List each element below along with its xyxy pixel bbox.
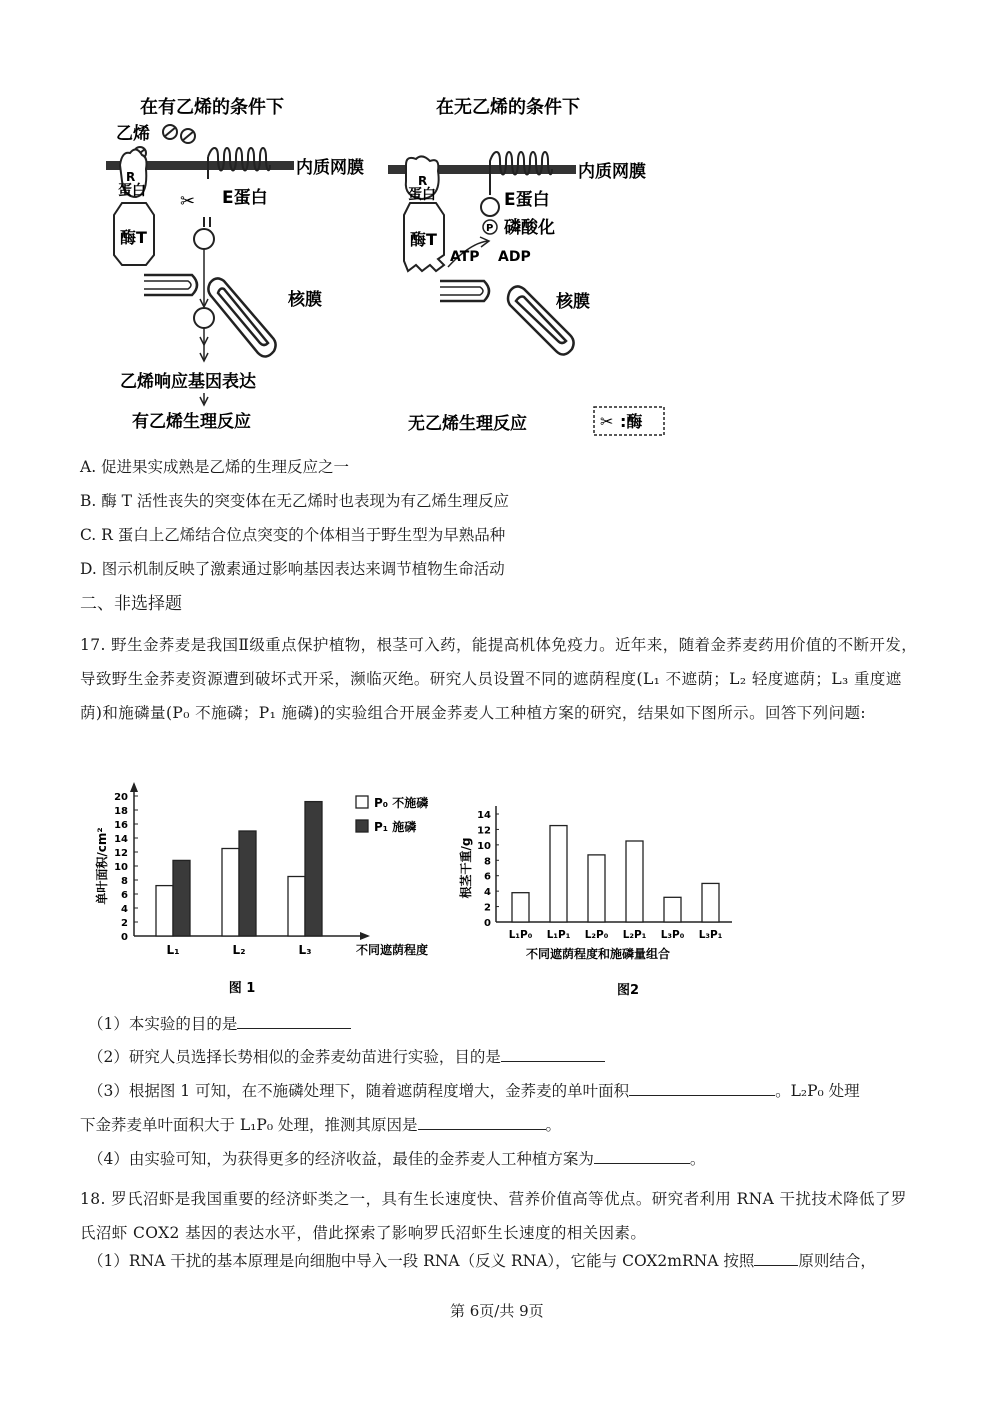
y-tick-label: 12 xyxy=(477,825,491,837)
legend-label: P₀ 不施磷 xyxy=(374,796,428,810)
legend-label: :酶 xyxy=(620,412,643,431)
q17-sub2-blank[interactable] xyxy=(501,1046,605,1062)
y-tick-label: 0 xyxy=(121,932,128,943)
bar xyxy=(173,860,190,936)
page-footer: 第 6页/共 9页 xyxy=(450,1302,544,1320)
y-tick-label: 14 xyxy=(114,834,128,845)
y-tick-label: 8 xyxy=(484,856,491,868)
er-membrane-right-label: 内质网膜 xyxy=(578,162,646,182)
atp-label: ATP xyxy=(450,249,480,265)
q17-sub4 xyxy=(88,1148,705,1170)
result-left-label: 有乙烯生理反应 xyxy=(132,412,251,432)
y-axis-arrow xyxy=(130,782,138,792)
result-right-label: 无乙烯生理反应 xyxy=(408,414,527,434)
y-tick-label: 0 xyxy=(484,918,491,929)
bar xyxy=(222,849,239,937)
q17-sub3-blank-b[interactable] xyxy=(418,1114,546,1130)
x-axis-label: 不同遮荫程度 xyxy=(356,943,428,957)
bar xyxy=(702,883,719,922)
enzyme-t-left-label: 酶T xyxy=(120,228,147,247)
bar xyxy=(664,897,681,922)
y-tick-label: 20 xyxy=(114,792,128,803)
nuclear-pore-left xyxy=(144,275,197,295)
nuclear-membrane-left xyxy=(208,278,275,356)
y-tick-label: 16 xyxy=(114,820,128,831)
y-tick-label: 4 xyxy=(484,887,491,899)
r-protein-left-label: 蛋白 xyxy=(118,183,146,199)
q17-sub4-end: 。 xyxy=(689,1150,706,1168)
y-tick-label: 14 xyxy=(477,810,491,821)
q18-sub1 xyxy=(88,1250,876,1272)
x-axis-label: 不同遮荫程度和施磷量组合 xyxy=(525,947,671,961)
r-protein-right-label: 蛋白 xyxy=(408,187,436,203)
chart-title: 图2 xyxy=(616,983,640,996)
y-tick-label: 6 xyxy=(484,871,491,883)
q17-sub1-text: （1）本实验的目的是 xyxy=(88,1015,238,1033)
bar xyxy=(588,855,605,922)
q17-sub4-text: （4）由实验可知，为获得更多的经济收益，最佳的金荞麦人工种植方案为 xyxy=(88,1150,594,1168)
er-membrane-left-label: 内质网膜 xyxy=(296,158,364,178)
q17-sub3-line2 xyxy=(80,1114,561,1136)
option-b: B. 酶 T 活性丧失的突变体在无乙烯时也表现为有乙烯生理反应 xyxy=(80,492,509,510)
q17-sub3-text-a: （3）根据图 1 可知，在不施磷处理下，随着遮荫程度增大，金荞麦的单叶面积 xyxy=(88,1082,630,1100)
q17-sub2-text: （2）研究人员选择长势相似的金荞麦幼苗进行实验，目的是 xyxy=(88,1048,501,1066)
x-tick-label: L₃P₀ xyxy=(660,929,685,941)
x-tick-label: L₁P₁ xyxy=(546,929,571,941)
y-tick-label: 10 xyxy=(477,840,491,852)
q18-sub1-blank[interactable] xyxy=(754,1250,798,1266)
x-tick-label: L₂P₀ xyxy=(584,929,609,941)
scissors-icon: ✂ xyxy=(180,191,196,212)
y-tick-label: 12 xyxy=(114,848,128,859)
y-tick-label: 10 xyxy=(114,862,128,873)
y-axis-label: 单叶面积/cm² xyxy=(95,827,109,905)
x-tick-label: L₁P₀ xyxy=(508,929,533,941)
ethylene-signal-diagram xyxy=(100,85,680,445)
q17-sub3-line1 xyxy=(88,1080,860,1102)
bar xyxy=(550,826,567,922)
enzyme-t-right-label: 酶T xyxy=(410,230,437,249)
x-tick-label: L₁ xyxy=(166,943,180,957)
r-protein-right-r: R xyxy=(418,174,428,188)
q17-sub3-text-d: 。 xyxy=(545,1116,562,1134)
option-d: D. 图示机制反映了激素通过影响基因表达来调节植物生命活动 xyxy=(80,560,505,578)
q17-sub1-blank[interactable] xyxy=(237,1013,351,1029)
legend-label: P₁ 施磷 xyxy=(374,820,417,834)
ethylene-label: 乙烯 xyxy=(116,124,150,144)
q17-sub4-blank[interactable] xyxy=(594,1148,690,1164)
chart-figure-1 xyxy=(88,778,428,998)
x-tick-label: L₂P₁ xyxy=(622,929,647,941)
bar xyxy=(156,886,173,936)
section-title: 二、非选择题 xyxy=(80,594,182,614)
x-axis-arrow xyxy=(360,932,370,940)
bar xyxy=(288,877,305,937)
bar xyxy=(305,802,322,936)
nuclear-pore-right xyxy=(440,281,489,301)
option-a: A. 促进果实成熟是乙烯的生理反应之一 xyxy=(80,458,350,476)
phosphorylation-label: 磷酸化 xyxy=(504,218,555,238)
e-protein-left-label: E蛋白 xyxy=(222,188,268,208)
phosphate-p: P xyxy=(486,223,494,234)
q18-sub1-text-b: 原则结合， xyxy=(798,1252,876,1270)
x-tick-label: L₃P₁ xyxy=(698,929,723,941)
chart-figure-2 xyxy=(456,796,746,996)
gene-expression-label: 乙烯响应基因表达 xyxy=(120,372,256,392)
chart-title: 图 1 xyxy=(228,981,256,996)
q17-sub1 xyxy=(88,1013,351,1035)
e-protein-fragment-2 xyxy=(194,308,214,328)
nuclear-right-label: 核膜 xyxy=(556,292,590,312)
q18-intro: 18. 罗氏沼虾是我国重要的经济虾类之一，具有生长速度快、营养价值高等优点。研究者利用 RNA 干扰技术降低了罗氏沼虾 COX2 基因的表达水平，借此探索了影响罗氏沼虾生长速度的相关因素。 xyxy=(80,1190,907,1242)
y-tick-label: 6 xyxy=(121,890,128,901)
option-c: C. R 蛋白上乙烯结合位点突变的个体相当于野生型为早熟品种 xyxy=(80,526,506,544)
q17-intro: 17. 野生金荞麦是我国Ⅱ级重点保护植物，根茎可入药，能提高机体免疫力。近年来，随着金荞麦药用价值的不断开发，导致野生金荞麦资源遭到破坏式开采，濒临灭绝。研究人员设置不同的遮荫程度(L₁ 不遮荫；L₂ 轻度遮荫；L₃ 重度遮荫)和施磷量(P₀ 不施磷；P₁ 施磷)的实验组合开展金荞麦人工种植方案的研究，结果如下图所示。回答下列问题: xyxy=(80,636,918,722)
y-tick-label: 4 xyxy=(121,904,128,915)
e-protein-right-label: E蛋白 xyxy=(504,190,550,210)
adp-label: ADP xyxy=(498,249,531,265)
q17-sub3-blank-a[interactable] xyxy=(629,1080,775,1096)
legend-scissors-icon: ✂ xyxy=(600,412,614,431)
legend-swatch xyxy=(356,820,368,832)
q17-sub3-text-b: 。L₂P₀ 处理 xyxy=(775,1082,860,1100)
q18-sub1-text-a: （1）RNA 干扰的基本原理是向细胞中导入一段 RNA（反义 RNA），它能与 COX2mRNA 按照 xyxy=(88,1252,755,1270)
y-tick-label: 18 xyxy=(114,806,128,817)
q17-sub3-text-c: 下金荞麦单叶面积大于 L₁P₀ 处理，推测其原因是 xyxy=(80,1116,418,1134)
e-protein-fragment-1 xyxy=(194,229,214,249)
y-axis-label: 根茎干重/g xyxy=(459,837,473,899)
y-tick-label: 2 xyxy=(484,902,491,914)
right-title: 在无乙烯的条件下 xyxy=(436,97,580,118)
bar xyxy=(626,841,643,922)
legend-swatch xyxy=(356,796,368,808)
y-tick-label: 2 xyxy=(121,918,128,929)
bar xyxy=(512,893,529,922)
x-tick-label: L₂ xyxy=(232,943,246,957)
y-tick-label: 8 xyxy=(121,876,128,887)
left-title: 在有乙烯的条件下 xyxy=(140,97,284,118)
nuclear-left-label: 核膜 xyxy=(288,290,322,310)
r-protein-left-r: R xyxy=(126,170,136,184)
e-protein-right-circle xyxy=(481,198,499,216)
bar xyxy=(239,831,256,936)
x-tick-label: L₃ xyxy=(298,943,312,957)
q17-sub2 xyxy=(88,1046,605,1068)
